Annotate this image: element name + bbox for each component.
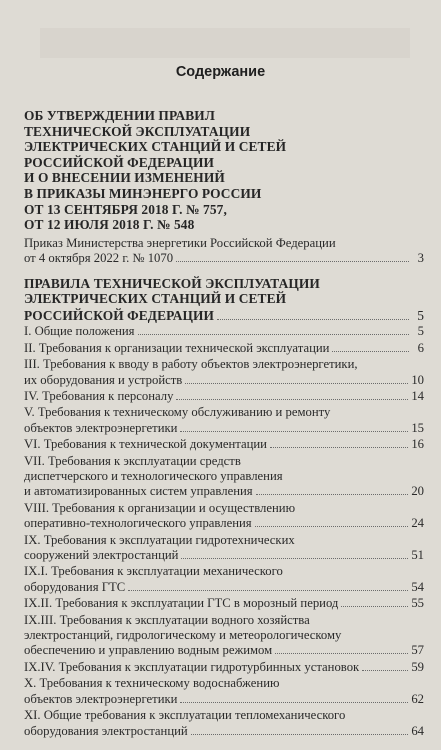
toc-entry-text: IV. Требования к персоналу (24, 388, 174, 403)
dot-leader (176, 399, 408, 400)
toc-block-order (24, 108, 424, 267)
toc-entry (24, 564, 424, 595)
toc-entry-line: VII. Требования к эксплуатации средств (24, 453, 241, 468)
toc-entry-line: V. Требования к техническому обслуживанию и ремонту (24, 405, 331, 420)
toc-entry-last-line (24, 643, 424, 658)
toc-entry-last-line (24, 692, 424, 707)
dot-leader (176, 261, 409, 262)
dot-leader (332, 351, 409, 352)
bleed-through-area (40, 28, 410, 58)
dot-leader (256, 494, 409, 495)
page-number: 57 (411, 643, 424, 658)
dot-leader (180, 431, 408, 432)
page-number: 5 (417, 307, 424, 323)
dot-leader (185, 383, 408, 384)
toc-block-title (24, 276, 424, 324)
toc-entry-text: оперативно-технологического управления (24, 516, 252, 531)
toc-entry-text: II. Требования к организации технической эксплуатации (24, 340, 330, 355)
toc-entry-line: электростанций, гидрологическому и метеорологическому (24, 628, 342, 643)
toc-title-line: РОССИЙСКОЙ ФЕДЕРАЦИИ (24, 154, 215, 170)
toc-entry-text: сооружений электростанций (24, 548, 179, 563)
toc-entry-last-line (24, 324, 424, 339)
page-number: 54 (411, 579, 424, 594)
toc-entry (24, 613, 424, 659)
toc-entry-last-line (24, 724, 424, 739)
toc-entry-line: VIII. Требования к организации и осуществлению (24, 500, 296, 515)
page-number: 51 (411, 548, 424, 563)
toc-entry (24, 676, 424, 707)
toc-entry-line: III. Требования к вводу в работу объектов электроэнергетики, (24, 357, 358, 372)
toc-title-line: РОССИЙСКОЙ ФЕДЕРАЦИИ (24, 307, 215, 323)
toc-entry (24, 454, 424, 500)
dot-leader (181, 558, 408, 559)
page-number: 24 (411, 516, 424, 531)
page-number: 5 (417, 324, 424, 339)
dot-leader (275, 653, 408, 654)
toc-entry-text: обеспечению и управлению водным режимом (24, 643, 273, 658)
toc-entry-line: Приказ Министерства энергетики Российской Федерации (24, 235, 336, 250)
toc-entry-text: IX.II. Требования к эксплуатации ГТС в морозный период (24, 596, 339, 611)
page-number: 14 (411, 388, 424, 403)
toc-entry-text: их оборудования и устройств (24, 372, 183, 387)
toc-entry-text: оборудования электростанций (24, 723, 188, 738)
toc-entry-last-line (24, 437, 424, 452)
dot-leader (191, 734, 409, 735)
dot-leader (362, 670, 408, 671)
toc-title-line: ТЕХНИЧЕСКОЙ ЭКСПЛУАТАЦИИ (24, 123, 251, 139)
toc-block-title (24, 108, 424, 233)
toc-entry-text: от 4 октября 2022 г. № 1070 (24, 251, 174, 266)
toc-entry-last-line (24, 660, 424, 675)
toc-entry-text: и автоматизированных систем управления (24, 484, 253, 499)
dot-leader (180, 702, 408, 703)
toc-entry-line: XI. Общие требования к эксплуатации тепломеханического (24, 708, 346, 723)
dot-leader (217, 319, 409, 320)
toc-entry-line: диспетчерского и технологического управления (24, 469, 283, 483)
toc-entry-last-line (24, 308, 424, 324)
toc-block-rules (24, 276, 424, 739)
page-number: 3 (417, 251, 424, 266)
toc-entry (24, 236, 424, 267)
toc-title-line: В ПРИКАЗЫ МИНЭНЕРГО РОССИИ (24, 185, 262, 201)
toc-title-line: И О ВНЕСЕНИИ ИЗМЕНЕНИЙ (24, 170, 225, 186)
dot-leader (255, 526, 409, 527)
page-number: 15 (411, 420, 424, 435)
page-number: 10 (411, 372, 424, 387)
toc-title-line: ОТ 13 СЕНТЯБРЯ 2018 Г. № 757, (24, 201, 227, 217)
toc-entry-text: VI. Требования к технической документации (24, 437, 267, 452)
toc-entry-last-line (24, 421, 424, 436)
page-heading: Содержание (175, 64, 266, 80)
toc-entry-last-line (24, 548, 424, 563)
toc-entry (24, 708, 424, 739)
page-number: 62 (411, 691, 424, 706)
toc-entry-last-line (24, 484, 424, 499)
toc-entry-text: объектов электроэнергетики (24, 691, 178, 706)
toc-entry (24, 357, 424, 388)
page-number: 55 (411, 596, 424, 611)
page-number: 20 (411, 484, 424, 499)
page-number: 16 (411, 437, 424, 452)
toc-entry-last-line (24, 373, 424, 388)
toc-entry (24, 596, 424, 611)
page-number: 64 (411, 723, 424, 738)
toc-entry-last-line (24, 596, 424, 611)
toc-entry-text: IX.IV. Требования к эксплуатации гидротурбинных установок (24, 659, 360, 674)
toc-entry (24, 533, 424, 564)
toc-entry (24, 501, 424, 532)
toc-title-line: ЭЛЕКТРИЧЕСКИХ СТАНЦИЙ И СЕТЕЙ (24, 139, 287, 155)
toc-entry-line: X. Требования к техническому водоснабжению (24, 676, 280, 691)
toc-title-line: ОТ 12 ИЮЛЯ 2018 Г. № 548 (24, 217, 195, 233)
toc-entry (24, 341, 424, 356)
toc-entry-last-line (24, 389, 424, 404)
toc-content (24, 108, 424, 739)
toc-entry (24, 324, 424, 339)
dot-leader (128, 590, 408, 591)
toc-entry-last-line (24, 580, 424, 595)
toc-entry-last-line (24, 251, 424, 266)
page-number: 59 (411, 659, 424, 674)
toc-title-line: ЭЛЕКТРИЧЕСКИХ СТАНЦИЙ И СЕТЕЙ (24, 291, 287, 307)
toc-entry-text: I. Общие положения (24, 324, 135, 339)
toc-entry (24, 437, 424, 452)
toc-entry (24, 660, 424, 675)
toc-title-line: ПРАВИЛА ТЕХНИЧЕСКОЙ ЭКСПЛУАТАЦИИ (24, 275, 320, 291)
toc-entry-last-line (24, 341, 424, 356)
toc-entry-text: оборудования ГТС (24, 579, 126, 594)
toc-entry (24, 405, 424, 436)
page-number: 6 (417, 340, 424, 355)
toc-entry-line: IX.III. Требования к эксплуатации водного хозяйства (24, 612, 310, 627)
toc-entry-line: IX.I. Требования к эксплуатации механического (24, 564, 283, 579)
dot-leader (270, 447, 408, 448)
toc-entry-text: объектов электроэнергетики (24, 420, 178, 435)
toc-entry (24, 389, 424, 404)
toc-title-last-line (24, 308, 424, 324)
dot-leader (341, 606, 408, 607)
toc-title-line: ОБ УТВЕРЖДЕНИИ ПРАВИЛ (24, 108, 215, 123)
toc-entry-last-line (24, 516, 424, 531)
toc-entry-line: IX. Требования к эксплуатации гидротехнических (24, 532, 295, 547)
dot-leader (138, 334, 409, 335)
